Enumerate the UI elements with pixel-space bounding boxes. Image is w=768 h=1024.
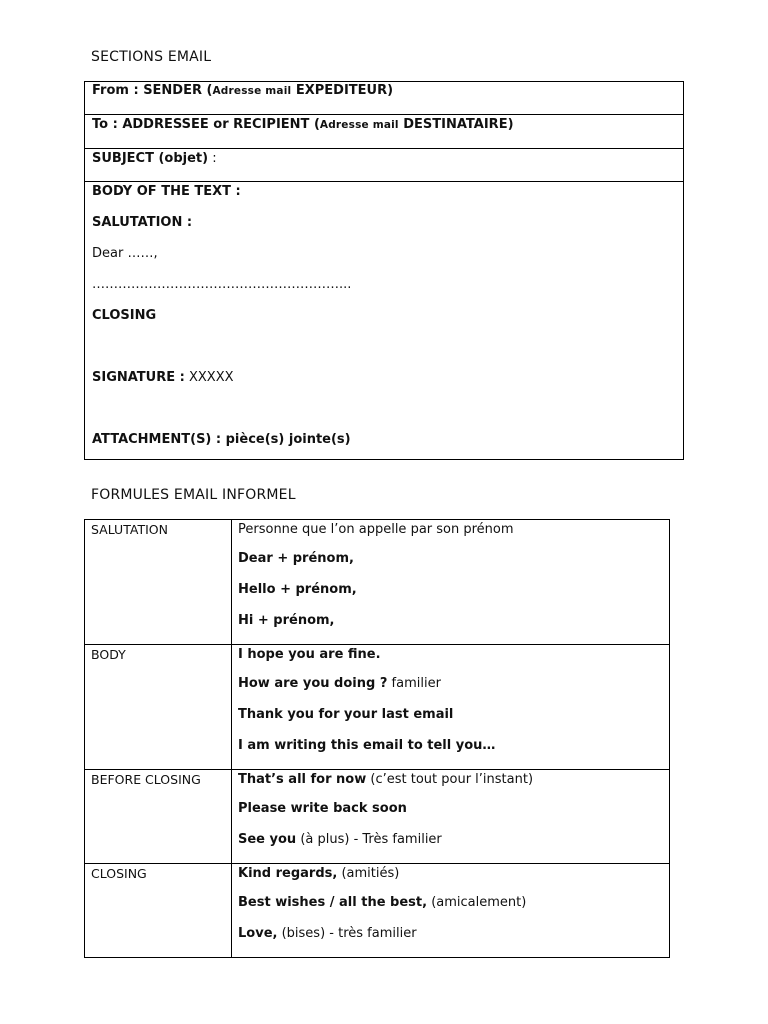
closing-category: CLOSING bbox=[85, 864, 232, 958]
from-label: From : SENDER ( bbox=[92, 83, 213, 98]
from-row bbox=[85, 82, 684, 115]
salutation-note: Personne que l’on appelle par son prénom bbox=[238, 522, 514, 537]
closing-best-note: (amicalement) bbox=[427, 895, 527, 910]
before-closing-category: BEFORE CLOSING bbox=[85, 770, 232, 864]
body-how-note: familier bbox=[387, 676, 441, 691]
before-closing-all bbox=[238, 772, 669, 801]
signature-value: XXXXX bbox=[184, 370, 234, 385]
salutation-hello: Hello + prénom, bbox=[238, 582, 357, 597]
salutation-hi: Hi + prénom, bbox=[238, 613, 335, 628]
before-closing-formulas bbox=[232, 770, 670, 864]
body-how-bold: How are you doing ? bbox=[238, 676, 388, 691]
closing-label: CLOSING bbox=[92, 308, 157, 323]
subject-cell bbox=[85, 149, 684, 182]
before-closing-all-bold: That’s all for now bbox=[238, 772, 367, 787]
formules-table bbox=[84, 519, 670, 958]
from-cell bbox=[85, 82, 684, 115]
closing-best-bold: Best wishes / all the best, bbox=[238, 895, 428, 910]
body-formulas bbox=[232, 645, 670, 770]
body-writing: I am writing this email to tell you… bbox=[238, 738, 496, 753]
signature-label: SIGNATURE : bbox=[92, 370, 185, 385]
salutation-label: SALUTATION : bbox=[92, 215, 193, 230]
before-closing-row bbox=[85, 770, 670, 864]
closing-kind bbox=[238, 866, 669, 895]
before-closing-see-bold: See you bbox=[238, 832, 297, 847]
subject-rest: : bbox=[208, 151, 217, 166]
closing-love-note: (bises) - très familier bbox=[277, 926, 417, 941]
dots-line: …………………………………………………... bbox=[92, 277, 352, 292]
salutation-dear: Dear + prénom, bbox=[238, 551, 354, 566]
before-closing-write: Please write back soon bbox=[238, 801, 407, 816]
sections-email-table bbox=[84, 81, 684, 460]
body-thank: Thank you for your last email bbox=[238, 707, 454, 722]
salutation-category: SALUTATION bbox=[85, 520, 232, 645]
closing-formulas bbox=[232, 864, 670, 958]
attachment-line: ATTACHMENT(S) : pièce(s) jointe(s) bbox=[92, 432, 351, 447]
body-category: BODY bbox=[85, 645, 232, 770]
to-small: Adresse mail bbox=[319, 119, 399, 131]
to-label: To : ADDRESSEE or RECIPIENT ( bbox=[92, 117, 320, 132]
dear-line: Dear ……, bbox=[92, 246, 158, 261]
to-cell bbox=[85, 115, 684, 149]
body-row bbox=[85, 182, 684, 460]
subject-label: SUBJECT (objet) bbox=[92, 151, 209, 166]
subject-row bbox=[85, 149, 684, 182]
body-hope: I hope you are fine. bbox=[238, 647, 381, 662]
sections-email-heading: SECTIONS EMAIL bbox=[91, 49, 212, 65]
before-closing-all-note: (c’est tout pour l’instant) bbox=[366, 772, 534, 787]
before-closing-see-note: (à plus) - Très familier bbox=[296, 832, 442, 847]
closing-kind-note: (amitiés) bbox=[337, 866, 400, 881]
from-rest: EXPEDITEUR) bbox=[291, 83, 394, 98]
signature-line bbox=[92, 370, 683, 432]
closing-kind-bold: Kind regards, bbox=[238, 866, 338, 881]
salutation-row bbox=[85, 520, 670, 645]
formules-email-heading: FORMULES EMAIL INFORMEL bbox=[91, 487, 296, 503]
closing-love bbox=[238, 926, 669, 957]
body-cell bbox=[85, 182, 684, 460]
to-rest: DESTINATAIRE) bbox=[398, 117, 514, 132]
body-title: BODY OF THE TEXT : bbox=[92, 184, 241, 199]
closing-best bbox=[238, 895, 669, 926]
salutation-formulas bbox=[232, 520, 670, 645]
body-how bbox=[238, 676, 669, 707]
closing-love-bold: Love, bbox=[238, 926, 278, 941]
from-small: Adresse mail bbox=[212, 85, 292, 97]
to-row bbox=[85, 115, 684, 149]
closing-row bbox=[85, 864, 670, 958]
body-formulas-row bbox=[85, 645, 670, 770]
before-closing-see bbox=[238, 832, 669, 863]
